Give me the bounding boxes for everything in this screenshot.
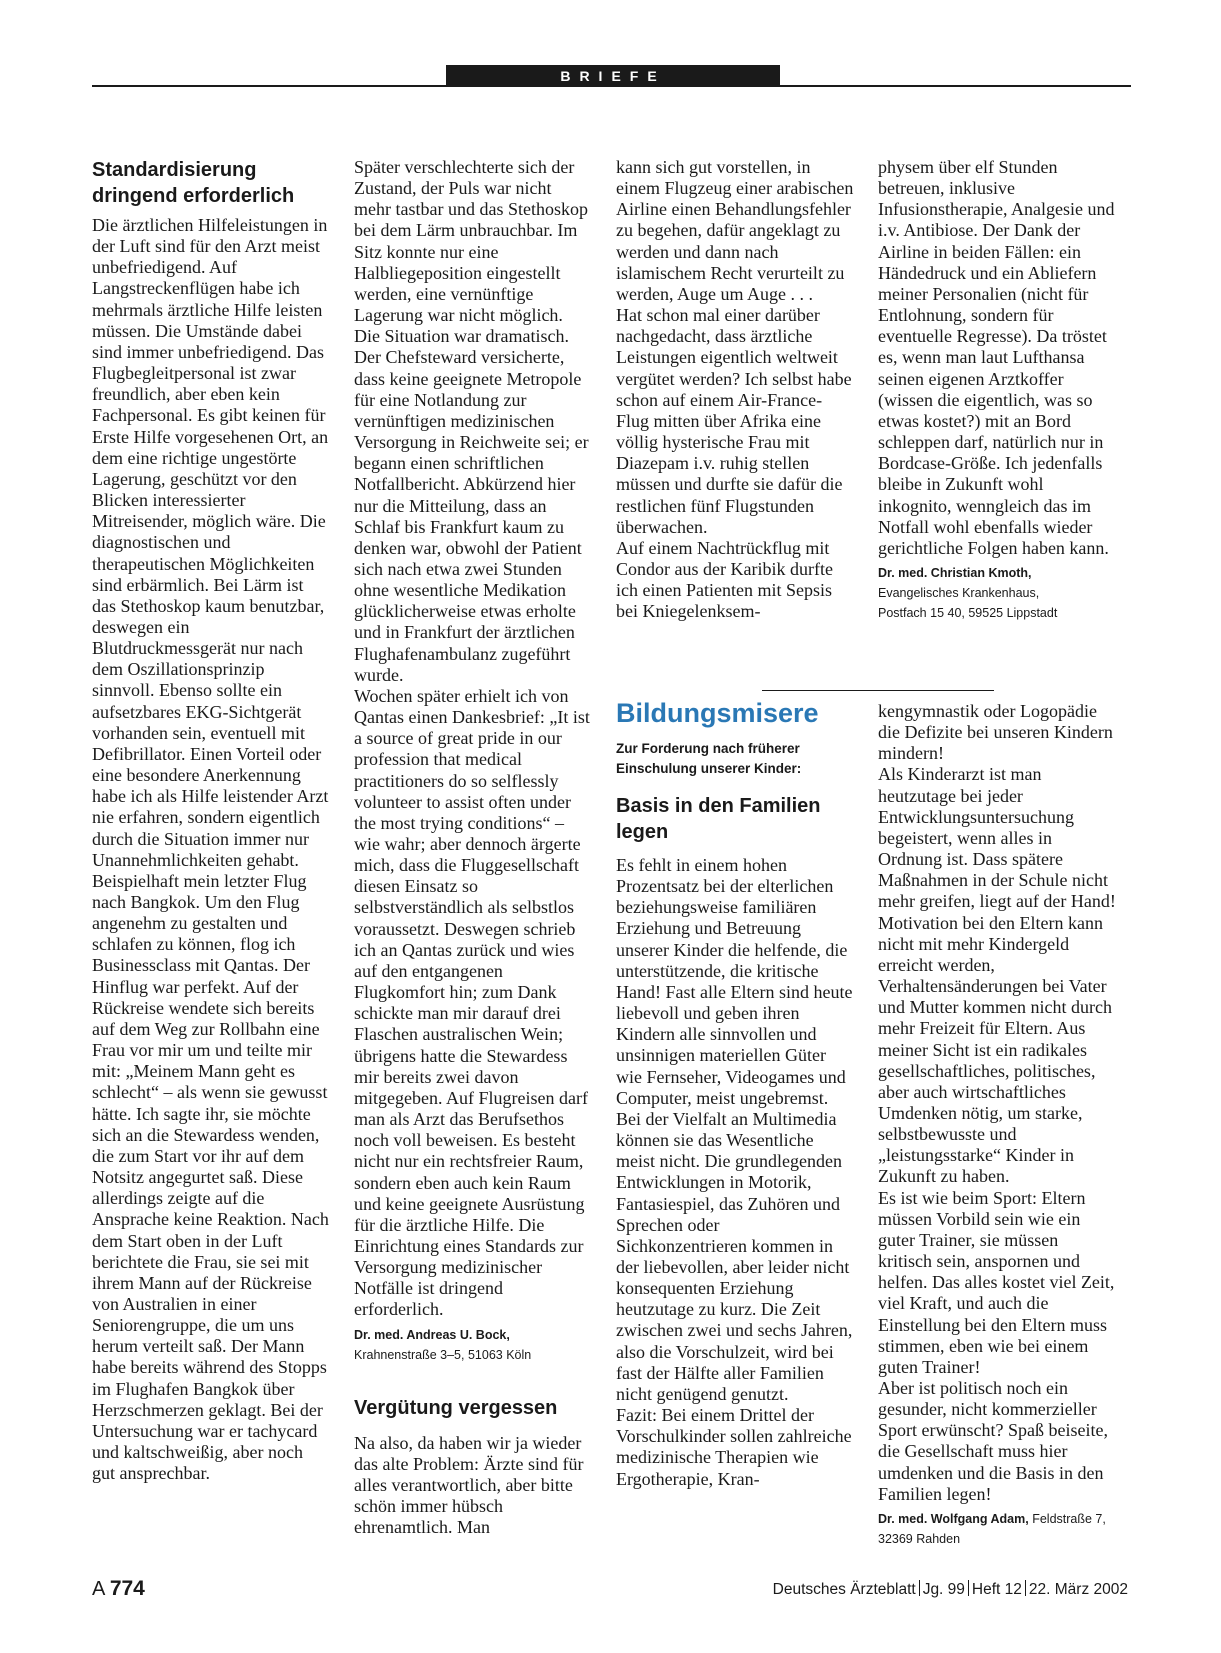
paragraph: kengymnastik oder Logopädie die Defizite bei unseren Kindern mindern!: [878, 701, 1113, 764]
paragraph: Bei der Vielfalt an Multimedia können sie das Wesentliche meist nicht. Die grundlegenden Entwicklungen in Motorik, Fantasiespiel, das Zuhören und Sprechen oder Sichkonzentrieren kommen in der liebevollen, aber leider nicht konsequenten Erziehung heutzutage zu kurz. Die Zeit zwischen zwei und sechs Jahren, also die Vorschulzeit, wird bei fast der Hälfte aller Familien nicht genügend genutzt.: [616, 1108, 853, 1404]
column-1: [92, 157, 330, 1484]
paragraph: Fazit: Bei einem Drittel der Vorschulkinder sollen zahlreiche medizinische Therapien wie Ergotherapie, Kran-: [616, 1405, 852, 1489]
column-4-top: [878, 157, 1116, 623]
journal-date: 22. März 2002: [1028, 1581, 1128, 1598]
signature-address: Krahnenstraße 3–5, 51063 Köln: [354, 1347, 532, 1362]
paragraph: kann sich gut vorstellen, in einem Flugzeug einer arabischen Airline einen Behandlungsfehler zu begehen, dafür angeklagt zu werden und dann nach islamischem Recht verurteilt zu werden, Auge um Auge . . .: [616, 157, 854, 304]
paragraph: Die ärztlichen Hilfeleistungen in der Luft sind für den Arzt meist unbefriedigend. Auf Langstreckenflügen habe ich mehrmals ärztliche Hilfe leisten müssen. Die Umstände dabei sind immer unbefriedigend. Das Flugbegleitpersonal ist zwar freundlich, aber eben kein Fachpersonal. Es gibt keinen für Erste Hilfe vorgesehenen Ort, an dem eine richtige ungestörte Lagerung, geschützt vor den Blicken interessierter Mitreisender, möglich wäre. Die diagnostischen und therapeutischen Möglichkeiten sind erbärmlich. Bei Lärm ist das Stethoskop kaum benutzbar, deswegen ein Blutdruckmessgerät nur nach dem Oszillationsprinzip sinnvoll. Ebenso sollte ein aufsetzbares EKG-Sichtgerät vorhanden sein, eventuell mit Defibrillator. Einen Vorteil oder eine besondere Anerkennung habe ich als Hilfe leistender Arzt nie erfahren, sondern eigentlich durch die Situation immer nur Unannehmlichkeiten gehabt.: [92, 215, 329, 870]
journal-issue: Heft 12: [971, 1581, 1022, 1598]
section-header: BRIEFE: [446, 65, 780, 87]
paragraph: Später verschlechterte sich der Zustand, der Puls war nicht mehr tastbar und das Stethoskop bei dem Lärm unbrauchbar. Im Sitz konnte nur eine Halbliegeposition eingestellt werden, eine vernünftige Lagerung war nicht möglich. Die Situation war dramatisch. Der Chefsteward versicherte, dass keine geeignete Metropole für eine Notlandung zur vernünftigen medizinischen Versorgung in Reichweite sei; er begann einen schriftlichen Notfallbericht. Abkürzend hier nur die Mitteilung, dass an Schlaf bis Frankfurt kaum zu denken war, obwohl der Patient sich nach etwa zwei Stunden ohne wesentliche Medikation glücklicherweise etwas erholte und in Frankfurt der ärztlichen Flughafenambulanz zugeführt wurde.: [354, 157, 589, 685]
signature-name: Dr. med. Andreas U. Bock,: [354, 1327, 510, 1342]
signature: [878, 1509, 1116, 1549]
paragraph: Na also, da haben wir ja wieder das alte Problem: Ärzte sind für alles verantwortlich, aber bitte schön immer hübsch ehrenamtlich. Man: [354, 1432, 584, 1538]
paragraph: Auf einem Nachtrückflug mit Condor aus der Karibik durfte ich einen Patienten mit Sepsis bei Kniegelenksem-: [616, 537, 833, 622]
topic-intro: Zur Forderung nach früherer Einschulung unserer Kinder:: [616, 741, 802, 776]
paragraph: physem über elf Stunden betreuen, inklusive Infusionstherapie, Analgesie und i.v. Antibiose. Der Dank der Airline in beiden Fällen: ein Händedruck und ein Abliefern meiner Personalien (nicht für Entlohnung, sondern für eventuelle Regresse). Da tröstet es, wenn man laut Lufthansa seinen eigenen Arztkoffer (wissen die eigentlich, was so etwas kostet?) mit an Bord schleppen darf, natürlich nur in Bordcase-Größe. Ich jedenfalls bleibe in Zukunft wohl inkognito, wenngleich das im Notfall wohl ebenfalls wieder gerichtliche Folgen haben kann.: [878, 157, 1115, 558]
letter-heading-standardisierung: Standardisierung dringend erforderlich: [92, 159, 295, 207]
column-3-top: [616, 157, 854, 622]
paragraph: Es fehlt in einem hohen Prozentsatz bei der elterlichen beziehungsweise familiären Erziehung und Betreuung unserer Kinder die helfende, die unterstützende, die kritische Hand! Fast alle Eltern sind heute liebevoll und geben ihren Kindern alle sinnvollen und unsinnigen materiellen Güter wie Fernseher, Videogames und Computer, meist ungebremst.: [616, 855, 853, 1108]
column-4-bottom: [878, 701, 1116, 1549]
section-divider: [762, 690, 994, 691]
paragraph: Beispielhaft mein letzter Flug nach Bangkok. Um den Flug angenehm zu gestalten und schlafen zu können, flog ich Businessclass mit Qantas. Der Hinflug war perfekt. Auf der Rückreise wendete sich bereits auf dem Weg zur Rollbahn eine Frau vor mir um und teilte mir mit: „Meinem Mann geht es schlecht“ – als wenn sie gewusst hätte. Ich sagte ihr, sie möchte sich an die Stewardess wenden, die zum Start vor ihr auf dem Notsitz angegurtet saß. Diese allerdings zeigte auf die Ansprache keine Reaktion. Nach dem Start oben in der Luft berichtete die Frau, sie sei mit ihrem Mann auf der Rückreise von Australien in einer Seniorengruppe, die um uns herum verteilt saß. Der Mann habe bereits während des Stopps im Flughafen Bangkok über Herzschmerzen geklagt. Bei der Untersuchung war er tachycard und kaltschweißig, aber noch gut ansprechbar.: [92, 870, 329, 1484]
signature-name: Dr. med. Wolfgang Adam,: [878, 1511, 1029, 1526]
page-prefix: A: [92, 1578, 105, 1600]
page-number-value: 774: [109, 1577, 145, 1600]
column-2: [354, 157, 592, 1538]
topic-title: Bildungsmisere: [616, 698, 819, 728]
journal-name: Deutsches Ärzteblatt: [772, 1581, 916, 1598]
paragraph: Es ist wie beim Sport: Eltern müssen Vorbild sein wie ein guter Trainer, sie müssen kritisch sein, anspornen und helfen. Das alles kostet viel Zeit, viel Kraft, und auch die Einstellung bei den Eltern muss stimmen, eben wie bei einem guten Trainer!: [878, 1187, 1115, 1377]
paragraph: Motivation bei den Eltern kann nicht mit mehr Kindergeld erreicht werden, Verhaltensänderungen bei Vater und Mutter kommen nicht durch mehr Freizeit für Eltern. Aus meiner Sicht ist ein radikales gesellschaftliches, politisches, aber auch wirtschaftliches Umdenken nötig, um starke, selbstbewusste und „leistungsstarke“ Kinder in Zukunft zu haben.: [878, 912, 1112, 1187]
signature-org: Evangelisches Krankenhaus,: [878, 585, 1040, 600]
journal-volume: Jg. 99: [922, 1581, 965, 1598]
column-3-bottom: [616, 697, 854, 1490]
footer-citation: [773, 1580, 1128, 1600]
paragraph: Hat schon mal einer darüber nachgedacht, dass ärztliche Leistungen eigentlich weltweit vergütet werden? Ich selbst habe schon auf einem Air-France-Flug mitten über Afrika eine völlig hysterische Frau mit Diazepam i.v. ruhig stellen müssen und durfte sie dafür die restlichen fünf Flugstunden überwachen.: [616, 305, 852, 537]
signature-address: Feldstraße 7, 32369 Rahden: [878, 1511, 1106, 1546]
letter-heading-basis: Basis in den Familien legen: [616, 795, 821, 843]
signature-address: Postfach 15 40, 59525 Lippstadt: [878, 605, 1058, 620]
signature-name: Dr. med. Christian Kmoth,: [878, 565, 1032, 580]
paragraph: Aber ist politisch noch ein gesunder, nicht kommerzieller Sport erwünscht? Spaß beiseite, die Gesellschaft muss hier umdenken und die Basis in den Familien legen!: [878, 1378, 1108, 1504]
paragraph: Als Kinderarzt ist man heutzutage bei jeder Entwicklungsuntersuchung begeistert, wenn alles in Ordnung ist. Dass spätere Maßnahmen in der Schule nicht mehr greifen, liegt auf der Hand!: [878, 764, 1116, 912]
paragraph: Wochen später erhielt ich von Qantas einen Dankesbrief: „It ist a source of great pride in our profession that medical practitioners do so selflessly volunteer to assist often under the most trying conditions“ – wie wahr; aber dennoch ärgerte mich, dass die Fluggesellschaft diesen Einsatz so selbstverständlich als selbstlos voraussetzt. Deswegen schrieb ich an Qantas zurück und wies auf den entgangenen Flugkomfort hin; zum Dank schickte man mir darauf drei Flaschen australischen Wein; übrigens hatte die Stewardess mir bereits zwei davon mitgegeben. Auf Flugreisen darf man als Arzt das Berufsethos noch voll beweisen. Es besteht nicht nur ein rechtsfreier Raum, sondern eben auch kein Raum und keine geeignete Ausrüstung für die ärztliche Hilfe. Die Einrichtung eines Standards zur Versorgung medizinischer Notfälle ist dringend erforderlich.: [354, 685, 590, 1320]
page-number: [92, 1576, 145, 1602]
letter-heading-verguetung: Vergütung vergessen: [354, 1396, 558, 1419]
